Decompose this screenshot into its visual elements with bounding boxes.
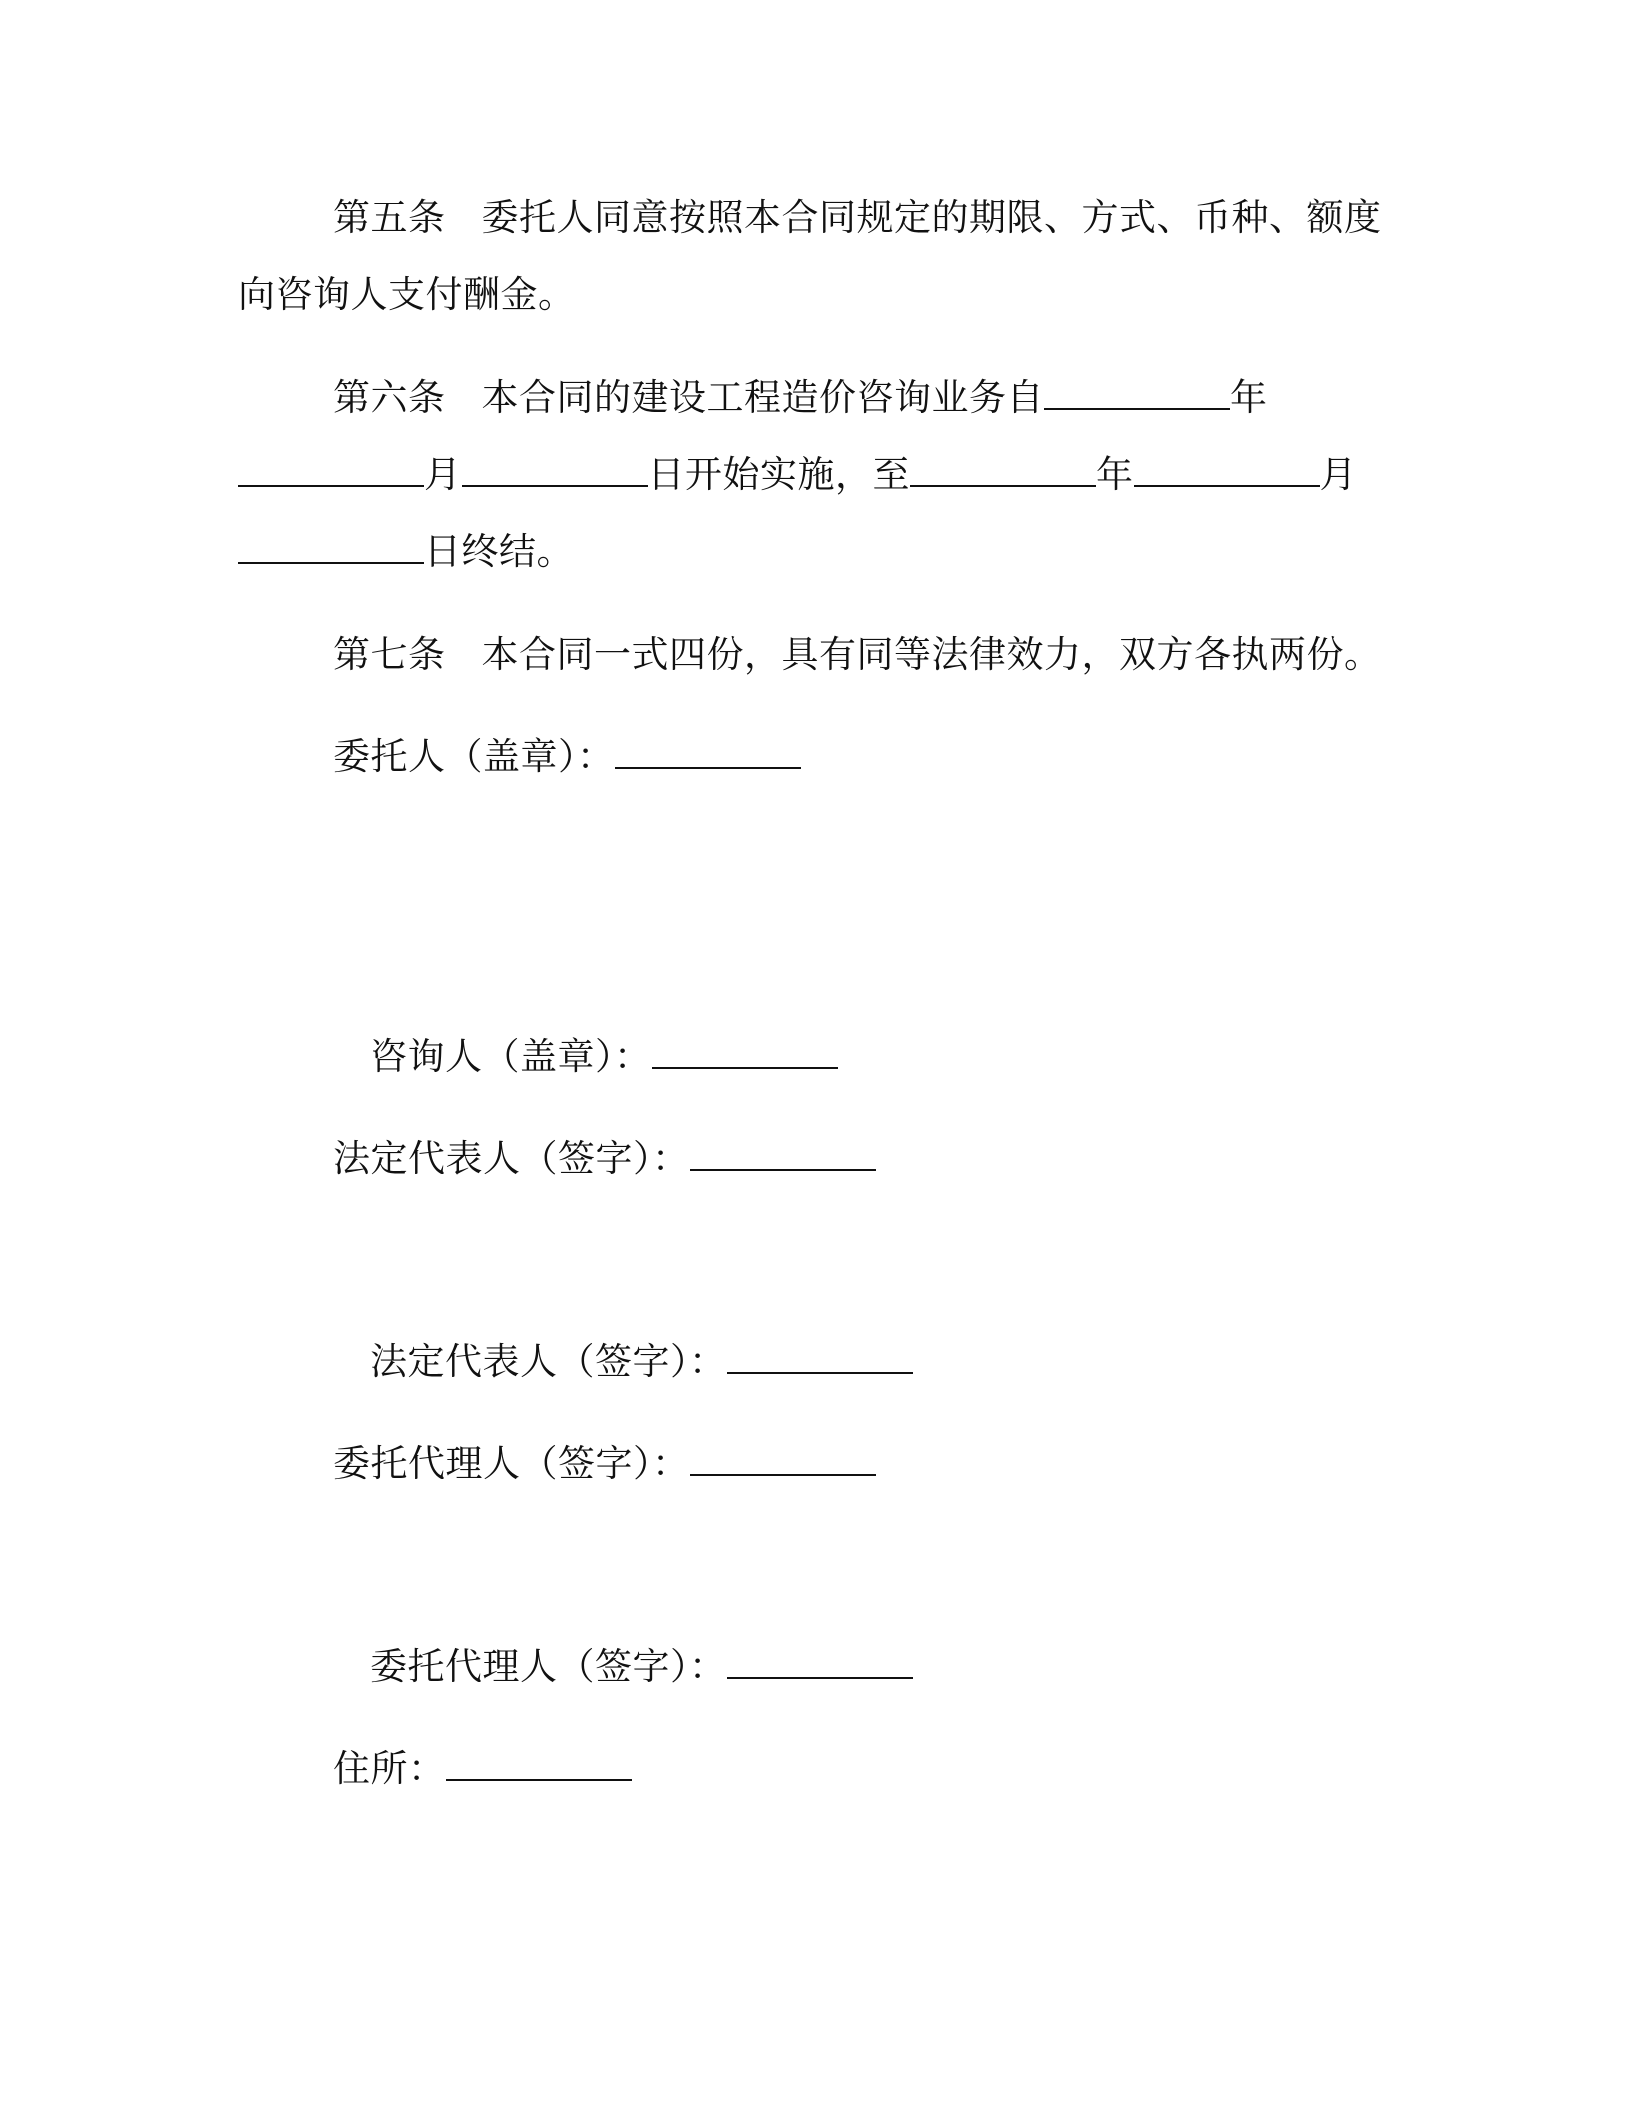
agent-label-1: 委托代理人（签字）： (333, 1442, 690, 1485)
article-6-line-2 (238, 449, 1357, 501)
article-6-label: 第六条 (333, 376, 446, 419)
legal-rep-label-1: 法定代表人（签字）： (333, 1137, 690, 1180)
legal-rep-blank-2[interactable] (727, 1338, 913, 1374)
year-label: 年 (1230, 376, 1268, 419)
client-seal-label: 委托人（盖章）： (333, 735, 615, 778)
address-blank[interactable] (446, 1745, 632, 1781)
agent-blank-1[interactable] (690, 1440, 876, 1476)
end-year-blank[interactable] (910, 451, 1096, 487)
article-7-label: 第七条 (333, 633, 446, 676)
start-month-blank[interactable] (238, 451, 424, 487)
month-label: 月 (424, 453, 462, 496)
legal-rep-blank-1[interactable] (690, 1135, 876, 1171)
article-6-line-3 (238, 526, 574, 578)
end-year-label: 年 (1096, 453, 1134, 496)
agent-label-2: 委托代理人（签字）： (370, 1645, 727, 1688)
consultant-seal-label: 咨询人（盖章）： (370, 1035, 652, 1078)
article-6-line-1 (333, 372, 1268, 424)
client-seal-blank[interactable] (615, 733, 801, 769)
article-5-text: 委托人同意按照本合同规定的期限、方式、币种、额度 (481, 196, 1382, 239)
agent-blank-2[interactable] (727, 1643, 913, 1679)
consultant-seal-line (370, 1031, 838, 1083)
legal-rep-line-1 (333, 1133, 876, 1185)
end-day-label: 日终结。 (424, 530, 574, 573)
start-day-blank[interactable] (462, 451, 648, 487)
address-line (333, 1743, 632, 1795)
end-day-blank[interactable] (238, 528, 424, 564)
agent-line-1 (333, 1438, 876, 1490)
legal-rep-label-2: 法定代表人（签字）： (370, 1340, 727, 1383)
client-seal-line (333, 731, 801, 783)
end-month-blank[interactable] (1134, 451, 1320, 487)
article-5-label: 第五条 (333, 196, 446, 239)
article-5-text-cont: 向咨询人支付酬金。 (238, 273, 576, 316)
article-7-text: 本合同一式四份，具有同等法律效力，双方各执两份。 (481, 633, 1382, 676)
article-5-line-1 (333, 192, 1382, 244)
agent-line-2 (370, 1641, 913, 1693)
article-5-line-2 (238, 269, 576, 321)
start-year-blank[interactable] (1044, 374, 1230, 410)
address-label: 住所： (333, 1747, 446, 1790)
end-month-label: 月 (1319, 453, 1357, 496)
start-day-label: 日开始实施，至 (647, 453, 910, 496)
article-7 (333, 629, 1382, 681)
article-6-text: 本合同的建设工程造价咨询业务自 (481, 376, 1044, 419)
consultant-seal-blank[interactable] (652, 1033, 838, 1069)
legal-rep-line-2 (370, 1336, 913, 1388)
